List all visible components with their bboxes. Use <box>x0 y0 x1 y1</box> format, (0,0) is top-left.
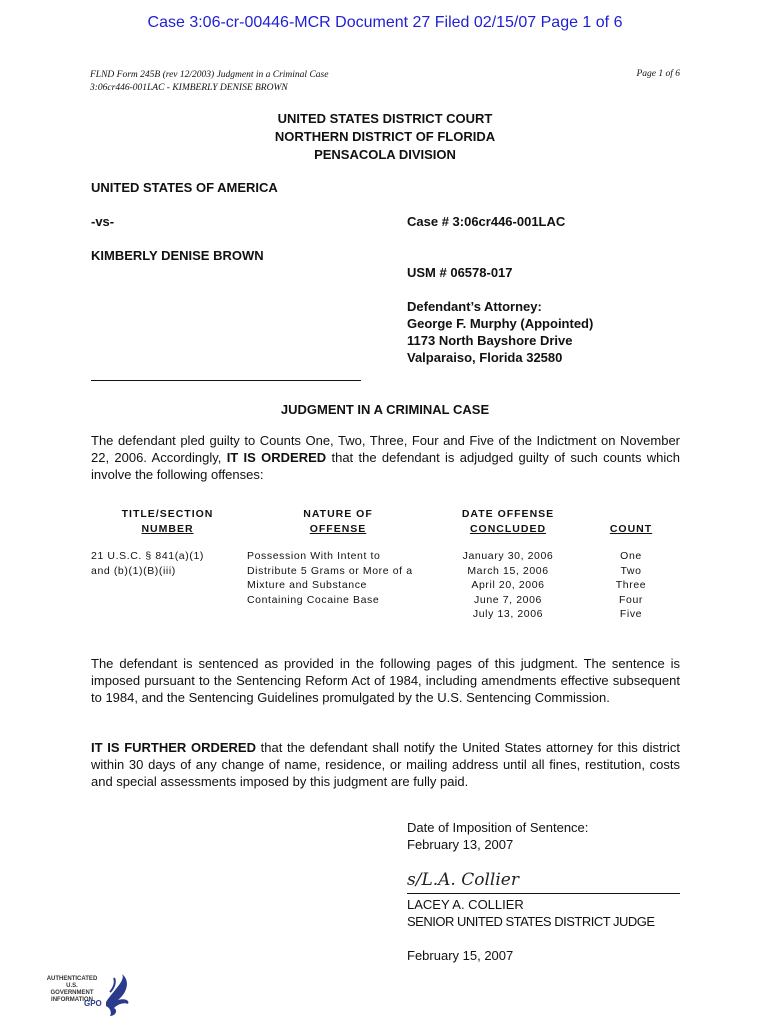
court-line1: UNITED STATES DISTRICT COURT <box>277 111 493 126</box>
gpo-line1: AUTHENTICATED <box>46 976 98 982</box>
col-header-date-line2: CONCLUDED <box>469 523 547 535</box>
defendant: KIMBERLY DENISE BROWN <box>91 248 264 263</box>
date-count-two: March 15, 2006 <box>467 564 549 577</box>
form-header <box>90 69 328 95</box>
judge-block <box>407 896 655 964</box>
defense-attorney <box>407 298 593 366</box>
plea-paragraph <box>91 432 680 483</box>
gpo-line3: INFORMATION <box>51 997 93 1003</box>
form-header-line2: 3:06cr446-001LAC - KIMBERLY DENISE BROWN <box>90 83 288 93</box>
imposition-date: February 13, 2007 <box>407 837 514 852</box>
nature-line3: Mixture and Substance <box>247 579 367 591</box>
col-header-count-label: COUNT <box>609 523 653 535</box>
cell-nature-offense <box>247 549 413 607</box>
col-header-nature-line1: NATURE OF <box>303 508 373 520</box>
count-one: One <box>620 550 642 562</box>
further-ordered-paragraph <box>91 739 680 790</box>
col-header-title-line1: TITLE/SECTION <box>121 508 214 520</box>
court-line3: PENSACOLA DIVISION <box>314 147 456 162</box>
gpo-line2: U.S. GOVERNMENT <box>50 983 94 996</box>
col-header-date <box>448 507 568 537</box>
attorney-label: Defendant’s Attorney: <box>407 299 542 314</box>
date-count-five: July 13, 2006 <box>472 608 544 620</box>
usm-number: USM # 06578-017 <box>407 265 513 280</box>
date-count-one: January 30, 2006 <box>462 550 554 562</box>
sentence-paragraph: The defendant is sentenced as provided in the following pages of this judgment. The sentence is imposed pursuant to the Sentencing Reform Act of 1984, including amendments effective subsequent to 1984, and the Sentencing Guidelines promulgated by the U.S. Sentencing Commission. <box>91 656 680 705</box>
col-header-nature <box>258 507 418 537</box>
nature-line4: Containing Cocaine Base <box>247 593 380 606</box>
col-header-date-line1: DATE OFFENSE <box>461 508 555 520</box>
attorney-address2: Valparaiso, Florida 32580 <box>407 350 563 365</box>
signature-line <box>407 893 680 894</box>
date-count-three: April 20, 2006 <box>471 579 545 591</box>
page-number: Page 1 of 6 <box>636 69 680 79</box>
plea-text-end: that the defendant is adjudged guilty of such counts which involve the following offenses: <box>91 450 680 482</box>
count-five: Five <box>619 608 643 620</box>
col-header-title-section <box>105 507 230 537</box>
attorney-name: George F. Murphy (Appointed) <box>407 316 594 331</box>
plaintiff: UNITED STATES OF AMERICA <box>91 180 278 195</box>
imposition-block <box>407 819 588 853</box>
court-line2: NORTHERN DISTRICT OF FLORIDA <box>274 129 496 144</box>
count-two: Two <box>620 564 642 577</box>
judge-signature: s/L.A. Collier <box>407 870 519 890</box>
further-ordered-text: that the defendant shall notify the United States attorney for this district within 30 days of any change of name, residence, or mailing address until all fines, restitution, costs and special assessments imposed by this judgment are fully paid. <box>91 740 680 789</box>
col-header-nature-line2: OFFENSE <box>309 523 367 535</box>
attorney-address1: 1173 North Bayshore Drive <box>407 333 573 348</box>
cell-dates <box>445 549 571 622</box>
title-section-line2: and (b)(1)(B)(iii) <box>91 564 176 577</box>
cell-title-section <box>91 549 204 578</box>
filing-stamp: Case 3:06-cr-00446-MCR Document 27 Filed 02/15/07 Page 1 of 6 <box>147 14 623 31</box>
form-header-line1: FLND Form 245B (rev 12/2003) Judgment in a Criminal Case <box>90 70 329 80</box>
count-four: Four <box>619 593 643 606</box>
judge-spacer <box>407 930 655 947</box>
judge-name: LACEY A. COLLIER <box>407 897 524 912</box>
col-header-title-line2: NUMBER <box>141 523 194 535</box>
gpo-mark: GPO <box>84 999 102 1008</box>
further-ordered-bold: IT IS FURTHER ORDERED <box>91 740 256 755</box>
judgment-title: JUDGMENT IN A CRIMINAL CASE <box>280 402 490 417</box>
judge-title: SENIOR UNITED STATES DISTRICT JUDGE <box>407 914 655 929</box>
court-heading <box>0 110 770 164</box>
ordered-bold: IT IS ORDERED <box>226 450 327 465</box>
signed-date: February 15, 2007 <box>407 948 514 963</box>
case-number: Case # 3:06cr446-001LAC <box>407 214 566 229</box>
imposition-label: Date of Imposition of Sentence: <box>407 820 589 835</box>
col-header-count <box>596 522 666 537</box>
cell-counts <box>596 549 666 622</box>
date-count-four: June 7, 2006 <box>474 593 542 606</box>
gpo-authenticated-logo <box>44 972 134 1023</box>
versus: -vs- <box>91 214 115 229</box>
title-section-line1: 21 U.S.C. § 841(a)(1) <box>91 550 204 562</box>
nature-line1: Possession With Intent to <box>247 550 381 562</box>
nature-line2: Distribute 5 Grams or More of a <box>247 564 413 577</box>
divider-rule <box>91 380 361 381</box>
plea-text: The defendant pled guilty to Counts One, Two, Three, Four and Five of the Indictment on November 22, 2006. Accordingly, <box>91 433 680 465</box>
count-three: Three <box>615 579 647 591</box>
